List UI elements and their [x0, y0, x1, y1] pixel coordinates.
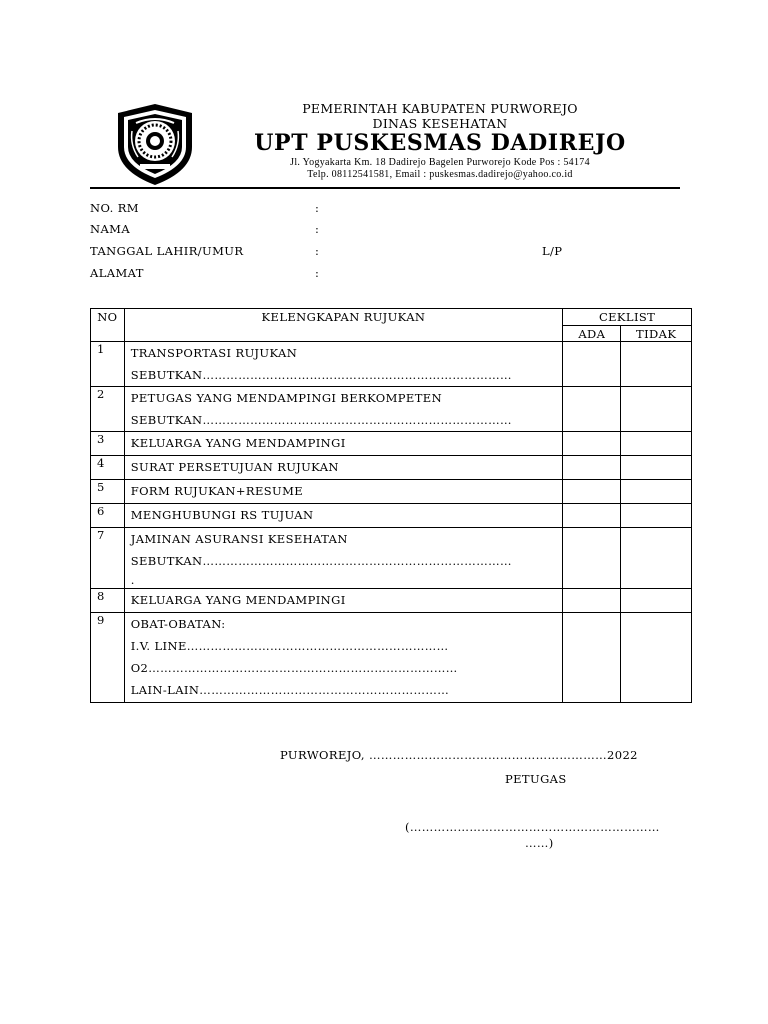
table-row: [91, 589, 692, 613]
unit-name: UPT PUSKESMAS DADIREJO: [254, 130, 626, 156]
row-line: KELUARGA YANG MENDAMPINGI: [130, 436, 346, 450]
field-label: NO. RM: [90, 201, 139, 215]
row-item: [124, 432, 562, 456]
row-line: MENGHUBUNGI RS TUJUAN: [130, 508, 314, 522]
row-number: 7: [91, 528, 125, 589]
row-item: [124, 387, 562, 432]
row-line: TRANSPORTASI RUJUKAN: [130, 346, 298, 360]
table-row: [91, 387, 692, 432]
row-line: I.V. LINE…………………………………………………………: [130, 639, 449, 653]
row-line: SURAT PERSETUJUAN RUJUKAN: [130, 460, 339, 474]
row-number: 6: [91, 504, 125, 528]
check-tidak-cell[interactable]: [621, 589, 692, 613]
check-ada-cell[interactable]: [563, 480, 621, 504]
check-tidak-cell[interactable]: [621, 613, 692, 703]
check-tidak-cell[interactable]: [621, 528, 692, 589]
check-tidak-cell[interactable]: [621, 387, 692, 432]
check-ada-cell[interactable]: [563, 456, 621, 480]
row-line: JAMINAN ASURANSI KESEHATAN: [130, 532, 348, 546]
signature-title: PETUGAS: [505, 772, 567, 786]
row-number: 3: [91, 432, 125, 456]
row-number: 9: [91, 613, 125, 703]
row-number: 4: [91, 456, 125, 480]
row-number: 8: [91, 589, 125, 613]
check-ada-cell[interactable]: [563, 387, 621, 432]
row-line: .: [130, 573, 135, 587]
row-item: [124, 342, 562, 387]
row-line: SEBUTKAN……………………………………………………………………: [130, 413, 512, 427]
check-ada-cell[interactable]: [563, 504, 621, 528]
signature-name-line: (………………………………………………………: [405, 820, 660, 834]
field-colon: :: [315, 222, 320, 236]
field-colon: :: [315, 201, 320, 215]
table-row: [91, 456, 692, 480]
row-item: [124, 528, 562, 589]
row-line: KELUARGA YANG MENDAMPINGI: [130, 593, 346, 607]
contact-line: Telp. 08112541581, Email : puskesmas.dadirejo@yahoo.co.id: [307, 169, 573, 180]
referral-checklist-table: [90, 308, 692, 703]
row-line: FORM RUJUKAN+RESUME: [130, 484, 304, 498]
check-ada-cell[interactable]: [563, 528, 621, 589]
row-number: 5: [91, 480, 125, 504]
row-item: [124, 456, 562, 480]
table-row: [91, 613, 692, 703]
row-item: [124, 613, 562, 703]
field-label: ALAMAT: [90, 266, 144, 280]
field-colon: :: [315, 244, 320, 258]
header-item: KELENGKAPAN RUJUKAN: [124, 309, 562, 342]
header-divider: [90, 187, 680, 189]
row-number: 1: [91, 342, 125, 387]
header-check: CEKLIST: [563, 309, 692, 326]
table-row: [91, 342, 692, 387]
check-ada-cell[interactable]: [563, 342, 621, 387]
table-row: [91, 528, 692, 589]
address-line: Jl. Yogyakarta Km. 18 Dadirejo Bagelen Purworejo Kode Pos : 54174: [290, 157, 590, 168]
check-tidak-cell[interactable]: [621, 342, 692, 387]
field-label: NAMA: [90, 222, 131, 236]
row-number: 2: [91, 387, 125, 432]
header-tidak: TIDAK: [621, 326, 692, 342]
table-row: [91, 432, 692, 456]
row-line: LAIN-LAIN………………………………………………………: [130, 683, 450, 697]
row-line: SEBUTKAN……………………………………………………………………: [130, 554, 512, 568]
check-ada-cell[interactable]: [563, 589, 621, 613]
row-item: [124, 504, 562, 528]
row-line: OBAT-OBATAN:: [130, 617, 226, 631]
row-item: [124, 480, 562, 504]
header-ada: ADA: [563, 326, 621, 342]
check-ada-cell[interactable]: [563, 613, 621, 703]
check-tidak-cell[interactable]: [621, 504, 692, 528]
table-row: [91, 480, 692, 504]
table-row: [91, 504, 692, 528]
row-line: SEBUTKAN……………………………………………………………………: [130, 368, 512, 382]
check-ada-cell[interactable]: [563, 432, 621, 456]
check-tidak-cell[interactable]: [621, 432, 692, 456]
government-name: PEMERINTAH KABUPATEN PURWOREJO: [302, 101, 578, 116]
signature-place-date: PURWOREJO, ……………………………………………………2022: [280, 748, 638, 762]
row-item: [124, 589, 562, 613]
header-no: NO: [91, 309, 125, 342]
field-colon: :: [315, 266, 320, 280]
check-tidak-cell[interactable]: [621, 456, 692, 480]
check-tidak-cell[interactable]: [621, 480, 692, 504]
row-line: O2……………………………………………………………………: [130, 661, 458, 675]
regency-emblem-icon: [112, 101, 198, 187]
field-label: TANGGAL LAHIR/UMUR: [90, 244, 244, 258]
row-line: PETUGAS YANG MENDAMPINGI BERKOMPETEN: [130, 391, 443, 405]
department-name: DINAS KESEHATAN: [372, 116, 508, 131]
gender-label: L/P: [542, 244, 563, 258]
signature-name-line-end: ……): [525, 836, 554, 850]
